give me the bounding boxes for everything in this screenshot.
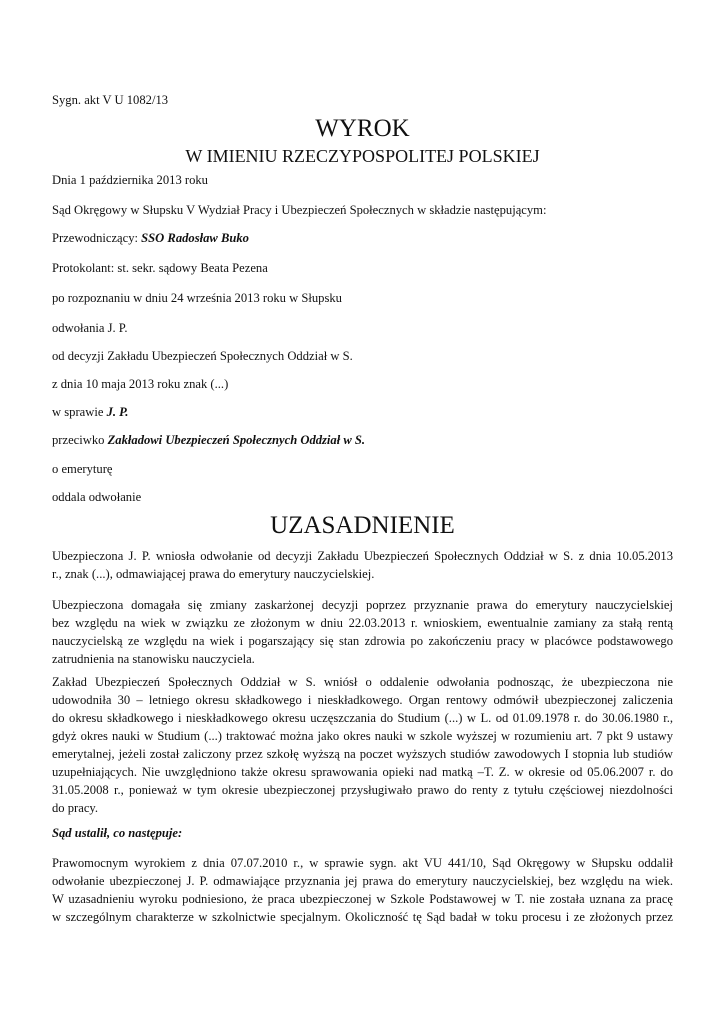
- paragraph-line: Prawomocnym wyrokiem z dnia 07.07.2010 r., w sprawie sygn. akt VU 441/10, Sąd Okręgowy w Słupsku oddalił: [52, 856, 673, 870]
- matter-label: w sprawie: [52, 405, 107, 419]
- subject-of-case: o emeryturę: [52, 462, 113, 476]
- paragraph-line: emerytalnej, jeżeli został zaliczony przez szkołę wyższą na poczet wyższych studiów zawodowych I stopnia lub studiów: [52, 747, 673, 761]
- appealed-decision: od decyzji Zakładu Ubezpieczeń Społecznych Oddział w S.: [52, 349, 353, 363]
- paragraph-1: [52, 547, 673, 583]
- court-composition: Sąd Okręgowy w Słupsku V Wydział Pracy i Ubezpieczeń Społecznych w składzie następującym:: [52, 203, 547, 217]
- against-party: [52, 432, 365, 448]
- appeal-by: odwołania J. P.: [52, 321, 128, 335]
- judgment-title: WYROK: [315, 115, 410, 142]
- paragraph-line: do pracy.: [52, 801, 99, 815]
- paragraph-line: W uzasadnieniu wyroku podniesiono, że praca ubezpieczonej w Szkole Podstawowej w T. nie została uznana za pracę: [52, 892, 673, 906]
- paragraph-line: w szczególnym charakterze w szkolnictwie specjalnym. Okoliczność tę Sąd badał w toku procesu i ze złożonych przez: [52, 910, 673, 924]
- against-label: przeciwko: [52, 433, 108, 447]
- presiding-judge: [52, 230, 249, 246]
- paragraph-line: udowodniła 30 – letniego okresu składkowego i nieskładkowego. Organ rentowy odmówił ubezpieczonej zaliczenia: [52, 693, 673, 707]
- paragraph-line: odwołanie ubezpieczonej J. P. odmawiające przyznania jej prawa do emerytury nauczycielskiej, bez względu na wiek.: [52, 874, 673, 888]
- judgment-date: Dnia 1 października 2013 roku: [52, 173, 208, 187]
- paragraph-line: Ubezpieczona J. P. wniosła odwołanie od decyzji Zakładu Ubezpieczeń Społecznych Oddział w S. z dnia 10.05.2013: [52, 549, 673, 563]
- judgment-subtitle: W IMIENIU RZECZYPOSPOLITEJ POLSKIEJ: [185, 146, 540, 166]
- verdict: oddala odwołanie: [52, 490, 142, 504]
- paragraph-line: bez względu na wiek w związku ze złożonym w dniu 22.03.2013 r. wnioskiem, ewentualnie zamiany za stałą rentą: [52, 616, 673, 630]
- paragraph-line: zatrudnienia na stanowisku nauczyciela.: [52, 652, 255, 666]
- paragraph-4: [52, 854, 673, 926]
- presiding-judge-name: SSO Radosław Buko: [141, 231, 249, 245]
- court-clerk: Protokolant: st. sekr. sądowy Beata Pezena: [52, 261, 268, 275]
- against-name: Zakładowi Ubezpieczeń Społecznych Oddział w S.: [107, 433, 366, 447]
- paragraph-line: uzupełniających. Nie uwzględniono także okresu sprawowania opieki nad matką –T. Z. w okresie od 05.06.2007 r. do: [52, 765, 673, 779]
- hearing-date: po rozpoznaniu w dniu 24 września 2013 roku w Słupsku: [52, 291, 342, 305]
- paragraph-line: 31.05.2008 r., ponieważ w tym okresie ubezpieczonej przysługiwało prawo do renty z tytułu częściowej niezdolności: [52, 783, 673, 797]
- paragraph-line: Zakład Ubezpieczeń Społecznych Oddział w S. wniósł o oddalenie odwołania podnosząc, że ubezpieczona nie: [52, 675, 673, 689]
- paragraph-line: nauczycielską ze względu na wiek i pogarszający się stan zdrowia po zakończeniu pracy w placówce podstawowego: [52, 634, 673, 648]
- matter-name: J. P.: [106, 405, 129, 419]
- case-signature: Sygn. akt V U 1082/13: [52, 93, 169, 107]
- paragraph-line: gdyż okres nauki w Studium (...) traktować można jako okres nauki w szkole wyższej w rozumieniu art. 7 pkt 9 ustawy: [52, 729, 673, 743]
- paragraph-line: Ubezpieczona domagała się zmiany zaskarżonej decyzji poprzez przyznanie prawa do emerytury nauczycielskiej: [52, 598, 673, 612]
- paragraph-line: do okresu składkowego i nieskładkowego okresu uczęszczania do Studium (...) w L. od 01.09.1978 r. do 30.06.1980 r.,: [52, 711, 673, 725]
- findings-heading: Sąd ustalił, co następuje:: [52, 826, 183, 840]
- decision-date: z dnia 10 maja 2013 roku znak (...): [52, 377, 229, 391]
- presiding-judge-label: Przewodniczący:: [52, 231, 142, 245]
- paragraph-3: [52, 673, 673, 817]
- paragraph-line: r., znak (...), odmawiającej prawa do emerytury nauczycielskiej.: [52, 567, 375, 581]
- justification-heading: UZASADNIENIE: [270, 512, 455, 539]
- matter-of: [52, 404, 128, 420]
- paragraph-2: [52, 596, 673, 668]
